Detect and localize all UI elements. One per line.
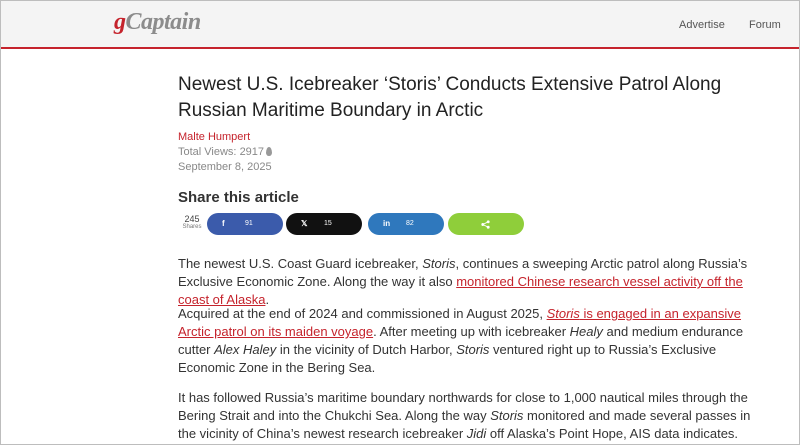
facebook-icon: f bbox=[222, 219, 225, 228]
more-share-button[interactable] bbox=[448, 213, 524, 235]
article-paragraph: Acquired at the end of 2024 and commissioned in August 2025, Storis is engaged in an expansive Arctic patrol on its maiden voyage. After meeting up with icebreaker Healy and medium endurance cutter Alex Haley in the vicinity of Dutch Harbor, Storis ventured right up to Russia’s Exclusive Economic Zone in the Bering Sea. bbox=[178, 306, 744, 375]
share-icon bbox=[481, 213, 490, 238]
publish-date: September 8, 2025 bbox=[178, 161, 272, 173]
total-views: Total Views: 2917 bbox=[178, 146, 758, 158]
article-title: Newest U.S. Icebreaker ‘Storis’ Conducts Extensive Patrol Along Russian Maritime Boundary in Arctic bbox=[178, 74, 722, 121]
nav-advertise-link[interactable]: Advertise bbox=[679, 19, 725, 31]
author-link[interactable]: Malte Humpert bbox=[178, 131, 251, 143]
site-header bbox=[1, 1, 799, 49]
x-share-button[interactable]: 𝕏 15 bbox=[286, 213, 362, 235]
maiden-voyage-link[interactable]: Storis is engaged in an expansive Arctic patrol on its maiden voyage bbox=[178, 306, 742, 339]
x-icon: 𝕏 bbox=[301, 219, 308, 228]
article-header bbox=[178, 72, 758, 237]
gcaptain-logo[interactable]: gCaptain bbox=[114, 9, 201, 35]
article-paragraph: The newest U.S. Coast Guard icebreaker, Storis, continues a sweeping Arctic patrol along Russia’s Exclusive Economic Zone. Along the way it also monitored Chinese research vessel activity off the coast of Alaska. bbox=[178, 256, 748, 307]
article-paragraph: It has followed Russia’s maritime boundary northwards for close to 1,000 nautical miles through the Bering Strait and into the Chukchi Sea. Along the way Storis monitored and made several passes in the vicinity of China’s newest research icebreaker Jidi off Alaska’s Point Hope, AIS data indicates. bbox=[178, 390, 751, 441]
linkedin-icon: in bbox=[383, 219, 391, 228]
chinese-research-vessel-link[interactable]: monitored Chinese research vessel activity off the coast of Alaska bbox=[178, 274, 743, 307]
flame-icon bbox=[266, 147, 272, 156]
nav-forum-link[interactable]: Forum bbox=[749, 19, 781, 31]
share-total: 245 Shares bbox=[182, 214, 202, 230]
linkedin-share-button[interactable]: in 82 bbox=[368, 213, 444, 235]
facebook-share-button[interactable]: f 91 bbox=[207, 213, 283, 235]
share-bar bbox=[178, 213, 758, 237]
share-heading: Share this article bbox=[178, 189, 299, 206]
